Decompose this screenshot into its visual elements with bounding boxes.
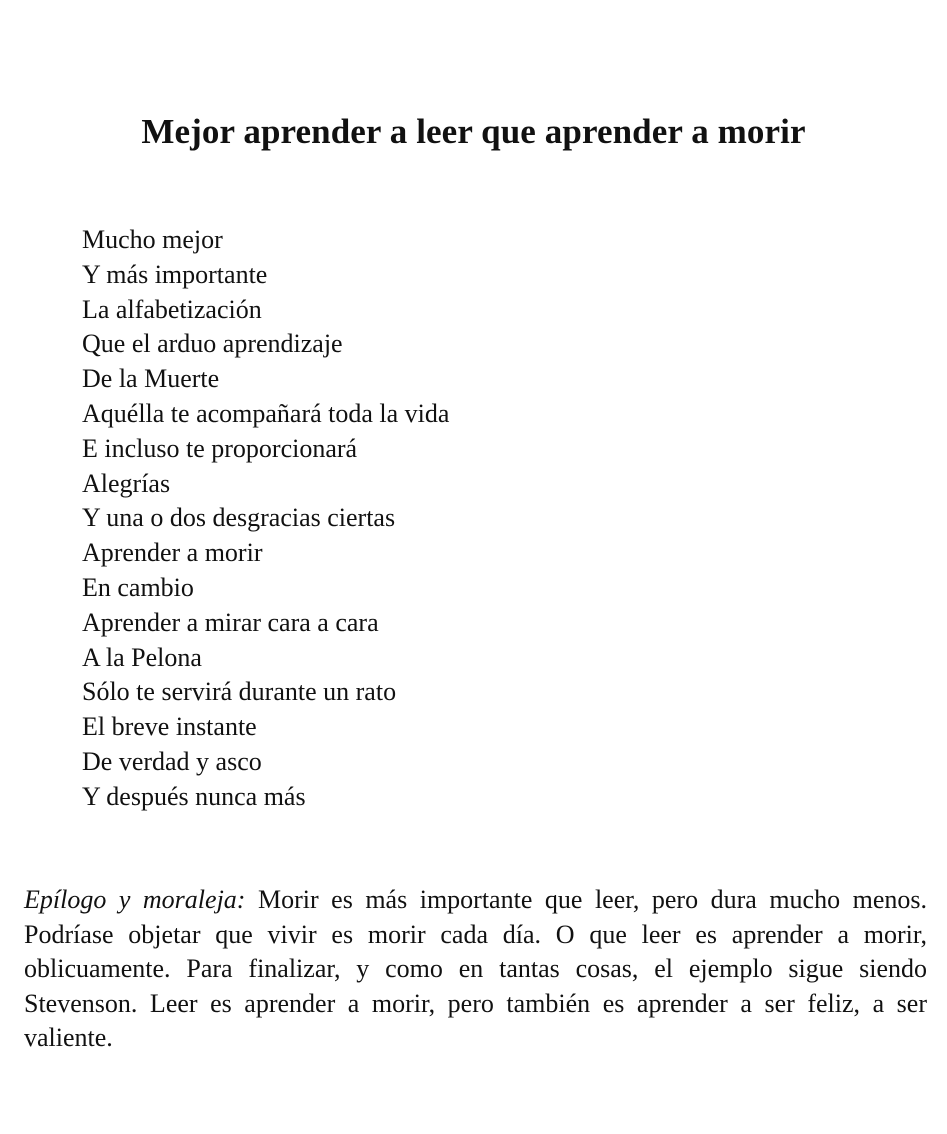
poem-line: Aprender a morir	[82, 538, 263, 568]
poem-line: De la Muerte	[82, 364, 220, 394]
epilogue-text: Morir es más importante que leer, pero dura mucho menos. Podríase objetar que vivir es morir cada día. O que leer es aprender a morir, oblicuamente. Para finalizar, y como en tantas cosas, el ejemplo sigue siendo Stevenson. Leer es aprender a morir, pero también es aprender a ser feliz, a ser valiente.	[24, 885, 927, 1053]
epilogue-lead: Epílogo y moraleja:	[24, 885, 246, 914]
poem-line: De verdad y asco	[82, 746, 262, 776]
poem-line: Aprender a mirar cara a cara	[82, 607, 379, 637]
poem-line: E incluso te proporcionará	[82, 433, 358, 463]
poem-line: A la Pelona	[82, 642, 202, 672]
poem-line: Y una o dos desgracias ciertas	[82, 503, 396, 533]
poem-line: La alfabetización	[82, 294, 262, 324]
poem-line: Que el arduo aprendizaje	[82, 329, 343, 359]
poem-line: El breve instante	[82, 712, 257, 742]
poem-line: Y después nunca más	[82, 781, 306, 811]
poem-line: Aquélla te acompañará toda la vida	[82, 398, 450, 428]
page-title: Mejor aprender a leer que aprender a morir	[141, 112, 806, 151]
poem-line: Alegrías	[82, 468, 171, 498]
poem-line: En cambio	[82, 572, 194, 602]
epilogue-paragraph	[24, 883, 927, 1056]
poem-line: Mucho mejor	[82, 225, 223, 254]
poem-line: Y más importante	[82, 259, 268, 289]
poem-line: Sólo te servirá durante un rato	[82, 677, 397, 707]
poem	[82, 223, 449, 815]
